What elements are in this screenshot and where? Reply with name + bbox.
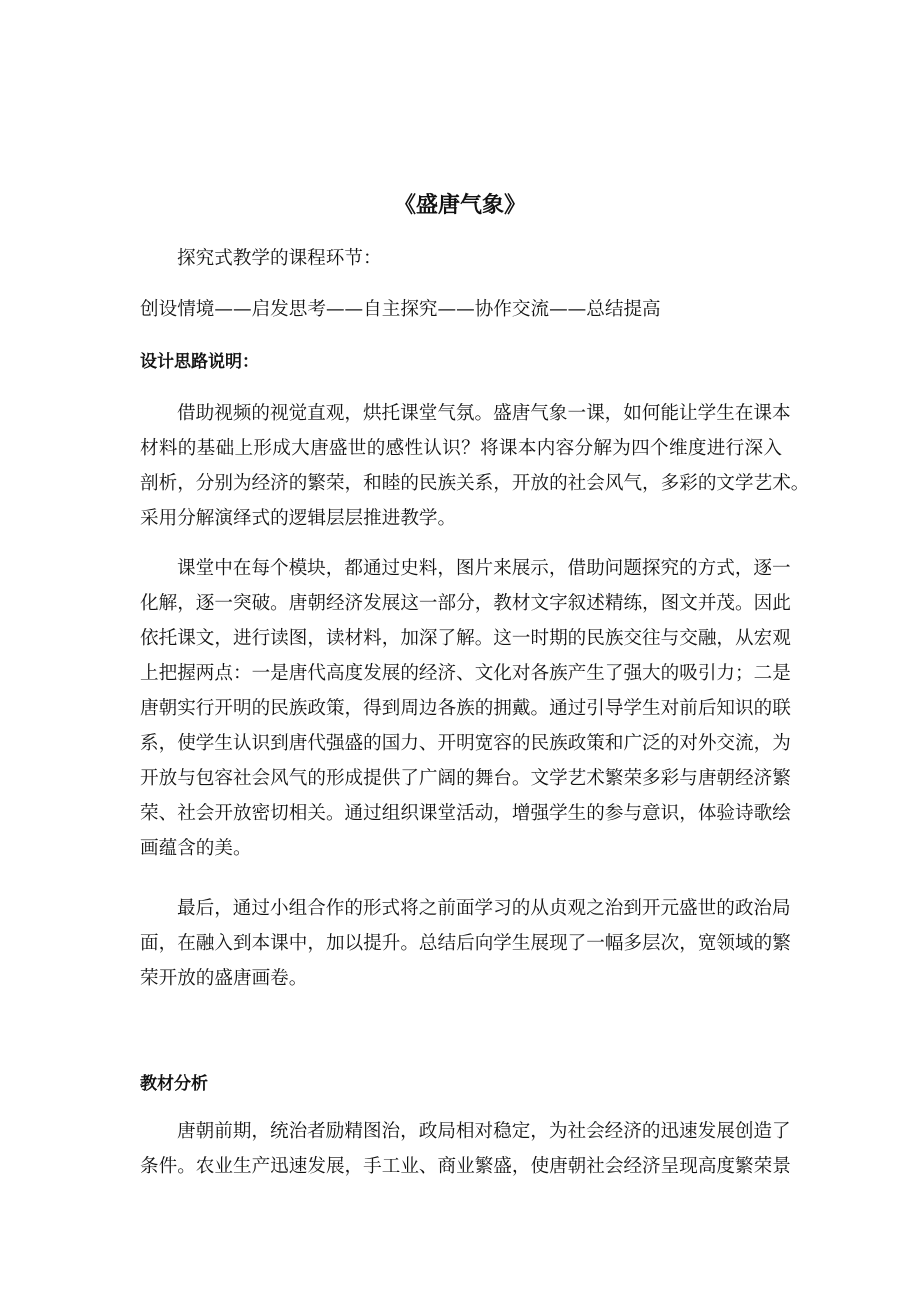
paragraph-line: 课堂中在每个模块，都通过史料，图片来展示，借助问题探究的方式，逐一 [177,558,791,579]
paragraph-line: 唐朝实行开明的民族政策，得到周边各族的拥戴。通过引导学生对前后知识的联 [140,698,791,719]
intro-text: 探究式教学的课程环节： [177,248,382,269]
paragraph-line: 采用分解演绎式的逻辑层层推进教学。 [140,508,457,529]
paragraph-line: 剖析，分别为经济的繁荣，和睦的民族关系，开放的社会风气，多彩的文学艺术。 [140,473,810,494]
paragraph-line: 最后，通过小组合作的形式将之前面学习的从贞观之治到开元盛世的政治局 [177,898,791,919]
paragraph-line: 化解，逐一突破。唐朝经济发展这一部分，教材文字叙述精练，图文并茂。因此 [140,593,791,614]
paragraph-line: 条件。农业生产迅速发展，手工业、商业繁盛，使唐朝社会经济呈现高度繁荣景 [140,1156,791,1177]
paragraph-line: 依托课文，进行读图，读材料，加深了解。这一时期的民族交往与交融，从宏观 [140,628,791,649]
paragraph-line: 上把握两点：一是唐代高度发展的经济、文化对各族产生了强大的吸引力；二是 [140,663,791,684]
paragraph-line: 画蕴含的美。 [140,838,252,859]
paragraph-line: 借助视频的视觉直观，烘托课堂气氛。盛唐气象一课，如何能让学生在课本 [177,403,791,424]
document-title: 《盛唐气象》 [393,193,526,218]
paragraph-line: 材料的基础上形成大唐盛世的感性认识？将课本内容分解为四个维度进行深入 [140,438,782,459]
paragraph-line: 荣、社会开放密切相关。通过组织课堂活动，增强学生的参与意识，体验诗歌绘 [140,803,791,824]
paragraph-line: 荣开放的盛唐画卷。 [140,968,308,989]
paragraph-line: 系，使学生认识到唐代强盛的国力、开明宽容的民族政策和广泛的对外交流，为 [140,733,791,754]
section-heading-material: 教材分析 [140,1074,208,1094]
paragraph-line: 面，在融入到本课中，加以提升。总结后向学生展现了一幅多层次，宽领域的繁 [140,933,791,954]
section-heading-design: 设计思路说明： [140,352,259,372]
paragraph-line: 开放与包容社会风气的形成提供了广阔的舞台。文学艺术繁荣多彩与唐朝经济繁 [140,768,791,789]
course-steps: 创设情境——启发思考——自主探究——协作交流——总结提高 [140,299,661,320]
paragraph-line: 唐朝前期，统治者励精图治，政局相对稳定，为社会经济的迅速发展创造了 [177,1121,791,1142]
